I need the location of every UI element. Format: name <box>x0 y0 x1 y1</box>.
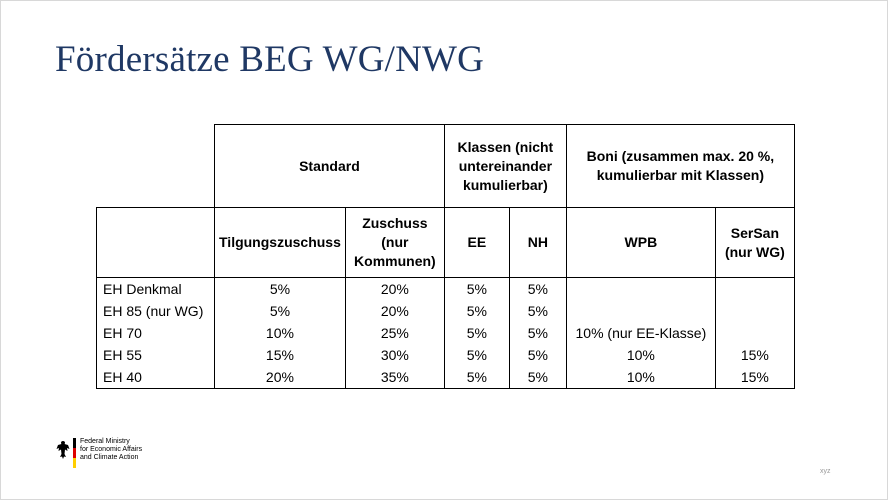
cell-ee: 5% <box>444 300 509 322</box>
table-row <box>97 278 795 301</box>
table-row <box>97 344 795 366</box>
cell-wpb: 10% <box>566 344 715 366</box>
header-tilgungszuschuss: Tilgungszuschuss <box>215 208 346 278</box>
header-wpb: WPB <box>566 208 715 278</box>
cell-tilgungszuschuss: 5% <box>215 300 346 322</box>
header-ee: EE <box>444 208 509 278</box>
table-row <box>97 322 795 344</box>
cell-wpb: 10% <box>566 366 715 389</box>
cell-sersan <box>715 300 794 322</box>
cell-zuschuss: 35% <box>345 366 444 389</box>
cell-zuschuss: 25% <box>345 322 444 344</box>
header-standard: Standard <box>215 125 445 208</box>
cell-tilgungszuschuss: 10% <box>215 322 346 344</box>
row-label: EH 70 <box>97 322 215 344</box>
cell-tilgungszuschuss: 5% <box>215 278 346 301</box>
row-label: EH Denkmal <box>97 278 215 301</box>
row-label: EH 85 (nur WG) <box>97 300 215 322</box>
header-klassen: Klassen (nicht untereinander kumulierbar) <box>444 125 566 208</box>
cell-ee: 5% <box>444 366 509 389</box>
cell-zuschuss: 20% <box>345 300 444 322</box>
cell-ee: 5% <box>444 322 509 344</box>
empty-corner-cell <box>97 125 215 208</box>
header-boni: Boni (zusammen max. 20 %, kumulierbar mit Klassen) <box>566 125 794 208</box>
federal-eagle-icon <box>56 438 70 472</box>
table-row <box>97 366 795 389</box>
ministry-line: and Climate Action <box>80 454 139 461</box>
funding-rates-table <box>96 124 795 389</box>
slide-title: Fördersätze BEG WG/NWG <box>55 39 485 80</box>
header-zuschuss: Zuschuss (nur Kommunen) <box>345 208 444 278</box>
cell-zuschuss: 20% <box>345 278 444 301</box>
ministry-line: Federal Ministry <box>80 438 130 445</box>
cell-wpb <box>566 278 715 301</box>
cell-ee: 5% <box>444 344 509 366</box>
header-sersan: SerSan (nur WG) <box>715 208 794 278</box>
cell-nh: 5% <box>509 322 566 344</box>
cell-nh: 5% <box>509 278 566 301</box>
flag-stripe-red <box>73 448 76 458</box>
cell-zuschuss: 30% <box>345 344 444 366</box>
cell-wpb <box>566 300 715 322</box>
cell-sersan <box>715 278 794 301</box>
row-label: EH 55 <box>97 344 215 366</box>
cell-sersan <box>715 322 794 344</box>
flag-stripe-gold <box>73 458 76 468</box>
ministry-name <box>80 438 160 462</box>
row-label: EH 40 <box>97 366 215 389</box>
cell-ee: 5% <box>444 278 509 301</box>
ministry-line: for Economic Affairs <box>80 446 143 453</box>
german-flag-icon <box>73 438 76 468</box>
cell-tilgungszuschuss: 15% <box>215 344 346 366</box>
flag-stripe-black <box>73 438 76 448</box>
cell-nh: 5% <box>509 366 566 389</box>
cell-sersan: 15% <box>715 366 794 389</box>
page-reference: xyz <box>820 468 831 475</box>
cell-sersan: 15% <box>715 344 794 366</box>
ministry-logo <box>56 438 160 472</box>
cell-tilgungszuschuss: 20% <box>215 366 346 389</box>
cell-nh: 5% <box>509 300 566 322</box>
header-nh: NH <box>509 208 566 278</box>
header-row-label <box>97 208 215 278</box>
cell-wpb: 10% (nur EE-Klasse) <box>566 322 715 344</box>
table-row <box>97 300 795 322</box>
cell-nh: 5% <box>509 344 566 366</box>
